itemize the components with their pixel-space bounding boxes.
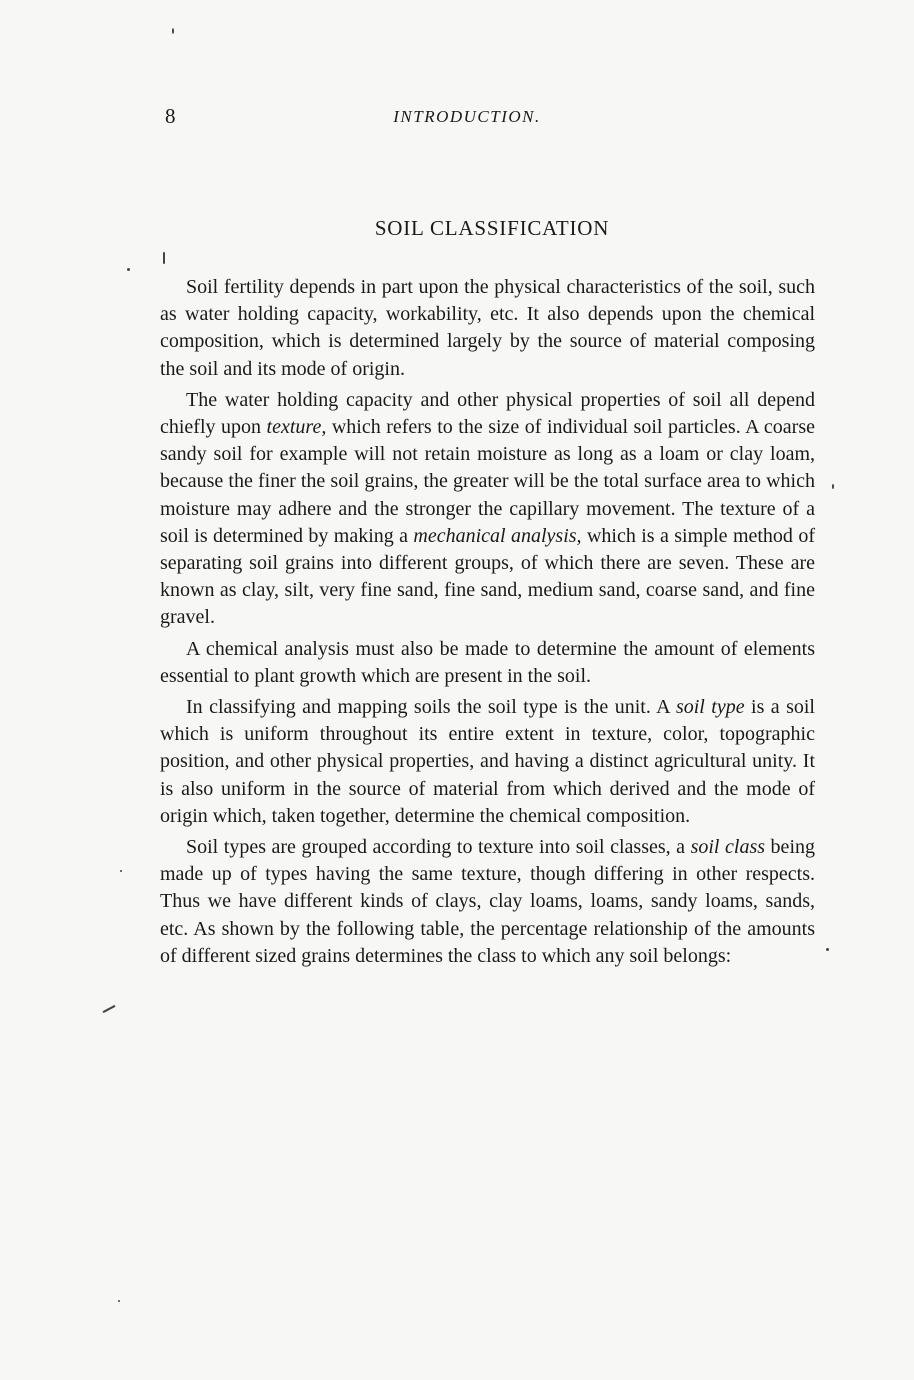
paragraph-5-text: being made up of types having the same texture, though differing in other respects. Thus we have different kinds of clays, clay loams, loams, sandy loams, sands, etc. As shown by the following table, the percentage relationship of the amounts of different sized grains determines the class to which any soil belongs:	[160, 836, 815, 967]
paragraph-5-text: Soil types are grouped according to texture into soil classes, a	[186, 836, 691, 859]
scan-speck	[832, 484, 834, 489]
paragraph-1: Soil fertility depends in part upon the physical characteristics of the soil, such as water holding capacity, workability, etc. It also depends upon the chemical composition, which is determined largely by the source of material composing the soil and its mode of origin.	[160, 276, 815, 380]
scan-speck	[163, 252, 165, 264]
running-head: INTRODUCTION.	[393, 107, 541, 126]
paragraph-5	[160, 834, 815, 970]
scan-speck	[102, 1005, 115, 1013]
scan-speck	[118, 1300, 120, 1302]
emphasis-texture: texture,	[266, 416, 327, 439]
paragraph-2-text: The water holding capacity and other physical properties of soil all depend chiefly upon	[160, 388, 815, 439]
page-number: 8	[165, 104, 176, 128]
scan-speck	[172, 28, 174, 34]
emphasis-soil-type: soil type	[675, 696, 745, 719]
paragraph-2-text: which is a simple method of separating soil grains into different groups, of which there are seven. These are known as clay, silt, very fine sand, fine sand, medium sand, coarse sand, and fine gravel.	[160, 524, 815, 629]
body-text	[160, 274, 815, 974]
scan-speck	[826, 948, 829, 951]
emphasis-soil-class: soil class	[690, 836, 766, 859]
section-title: SOIL CLASSIFICATION	[374, 216, 610, 240]
paragraph-4	[160, 694, 815, 830]
scan-speck	[120, 870, 122, 872]
emphasis-mechanical-analysis: mechanical analysis,	[413, 524, 582, 547]
paragraph-2-text: which refers to the size of individual soil particles. A coarse sandy soil for example will not retain moisture as long as a loam or clay loam, because the finer the soil grains, the greater will be the total surface area to which moisture may adhere and the stronger the capillary movement. The texture of a soil is determined by making a	[160, 416, 815, 547]
scan-speck	[127, 268, 130, 271]
paragraph-3: A chemical analysis must also be made to determine the amount of elements essential to plant growth which are present in the soil.	[160, 637, 815, 687]
paragraph-2	[160, 387, 815, 632]
paragraph-4-text: In classifying and mapping soils the soil type is the unit. A	[186, 696, 676, 719]
paragraph-4-text: is a soil which is uniform throughout its entire extent in texture, color, topographic position, and other physical properties, and having a distinct agricultural unity. It is also uniform in the source of material from which derived and the mode of origin which, taken together, determine the chemical composition.	[160, 696, 815, 827]
